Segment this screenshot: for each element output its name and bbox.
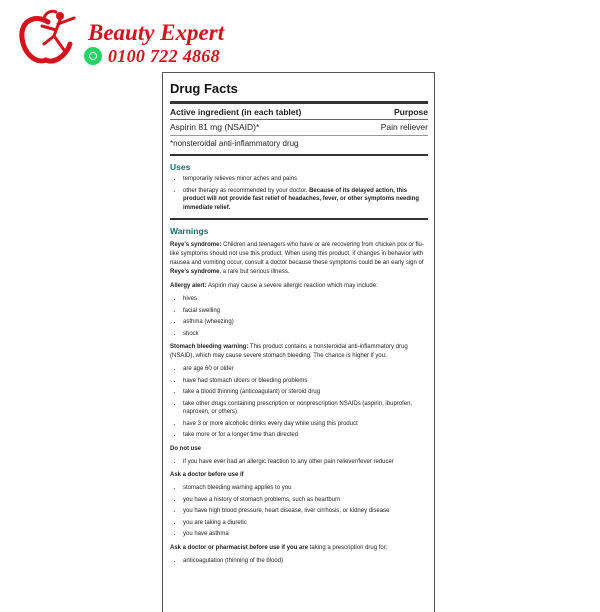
drug-facts-title: Drug Facts <box>170 81 428 104</box>
list-item: • shock <box>183 330 428 339</box>
footnote: *nonsteroidal anti-inflammatory drug <box>170 136 428 156</box>
reye-label: Reye's syndrome: <box>170 242 222 248</box>
reye-text: Children and teenagers who have or are recovering from chicken pox or flu-like symptoms should not use this product. When using this product, if changes in behavior with nausea and vomiting occur, consult a doctor because these symptoms could be an early sign of <box>170 242 424 266</box>
list-item: • take other drugs containing prescription or nonprescription NSAIDs (aspirin, ibuprofen, naproxen, or others) <box>183 400 428 417</box>
list-item: • take a blood thinning (anticoagulant) or steroid drug <box>183 388 428 397</box>
reye-bold: Reye's syndrome <box>170 269 220 275</box>
purpose-value: Pain reliever <box>380 122 428 132</box>
brand-name: Beauty Expert <box>88 20 225 45</box>
reye-paragraph <box>170 241 428 277</box>
phone-number[interactable]: 0100 722 4868 <box>108 46 220 66</box>
allergy-label: Allergy alert: <box>170 283 207 289</box>
reye-text-end: , a rare but serious illness. <box>219 269 290 275</box>
allergy-text: Aspirin may cause a severe allergic reaction which may include: <box>208 283 378 289</box>
uses-list <box>170 175 428 212</box>
apple-figure-icon <box>14 8 84 68</box>
drug-facts-panel <box>162 72 435 612</box>
list-item: • are age 60 or older <box>183 365 428 374</box>
whatsapp-icon <box>84 47 102 65</box>
list-item: • have 3 or more alcoholic drinks every day while using this product <box>183 420 428 429</box>
list-item: • asthma (wheezing) <box>183 318 428 327</box>
list-item: • anticoagulation (thinning of the blood) <box>183 557 428 566</box>
ask-pharmacist-paragraph <box>170 544 428 553</box>
list-item: • you are taking a diuretic <box>183 519 428 528</box>
active-ingredient-header-row <box>170 104 428 120</box>
list-item <box>183 187 428 213</box>
brand-logo <box>14 8 244 68</box>
allergy-list <box>170 295 428 338</box>
purpose-header: Purpose <box>393 107 428 117</box>
active-ingredient: Aspirin 81 mg (NSAID)* <box>170 122 260 132</box>
do-not-use-label: Do not use <box>170 445 201 452</box>
ask-doctor-list <box>170 484 428 539</box>
stomach-label: Stomach bleeding warning: <box>170 344 249 350</box>
section-divider <box>170 218 428 220</box>
ask-doctor-label: Ask a doctor before use if <box>170 472 244 478</box>
list-item: • you have high blood pressure, heart disease, liver cirrhosis, or kidney disease <box>183 507 428 516</box>
uses-title: Uses <box>170 162 191 172</box>
list-item: • stomach bleeding warning applies to you <box>183 484 428 493</box>
stomach-list <box>170 365 428 440</box>
active-ingredient-row <box>170 120 428 136</box>
ask-pharmacist-label: Ask a doctor or pharmacist before use if you are <box>170 544 309 551</box>
uses-item-text: other therapy as recommended by your doctor. <box>183 187 308 194</box>
list-item: • you have a history of stomach problems, such as heartburn <box>183 496 428 505</box>
stomach-paragraph <box>170 343 428 361</box>
list-item: • if you have ever had an allergic reaction to any other pain reliever/fever reducer <box>183 458 428 467</box>
active-ingredient-header: Active ingredient (in each tablet) <box>170 107 302 117</box>
warnings-title: Warnings <box>170 226 209 236</box>
list-item: • take more or for a longer time than directed <box>183 431 428 440</box>
list-item: • have had stomach ulcers or bleeding problems <box>183 377 428 386</box>
list-item: • temporarily relieves minor aches and pains <box>183 175 428 184</box>
allergy-paragraph <box>170 282 428 291</box>
ask-pharmacist-list <box>170 557 428 566</box>
ask-pharmacist-text: taking a prescription drug for: <box>309 544 388 551</box>
list-item: • hives <box>183 295 428 304</box>
stomach-text: This product contains a nonsteroidal anti-inflammatory drug (NSAID), which may cause severe stomach bleeding. The chance is higher if you: <box>170 344 408 359</box>
uses-item-bold: Because of its delayed action, this product will not provide fast relief of headaches, fever, or other symptoms needing immediate relief. <box>183 187 420 211</box>
list-item: • facial swelling <box>183 307 428 316</box>
do-not-use-list <box>170 458 428 467</box>
list-item: • you have asthma <box>183 530 428 539</box>
